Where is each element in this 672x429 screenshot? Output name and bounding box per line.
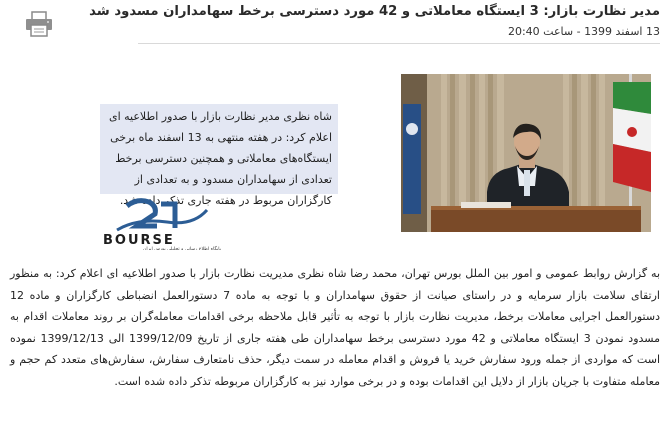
logo-tagline: پایگاه اطلاع رسانی و تحلیلی بورس ایران <box>143 247 221 250</box>
printer-icon <box>24 11 54 37</box>
article-title: مدیر نظارت بازار: 3 ایستگاه معاملاتی و 42 مورد دسترسی برخط سهامداران مسدود شد <box>89 4 660 19</box>
logo-wordmark: BOURSE <box>103 233 175 248</box>
bourse-logo <box>97 196 227 250</box>
article-summary: شاه نظری مدیر نظارت بازار با صدور اطلاعیه ای اعلام کرد: در هفته منتهی به 13 اسفند ماه برخی ایستگاه‌های معاملاتی و همچنین دسترسی برخط تعدادی از سهامداران مسدود و به تعدادی از کارگزاران مربوط در هفته جاری تذکر داده شد. <box>100 104 338 194</box>
article-date: 13 اسفند 1399 - ساعت 20:40 <box>507 25 660 38</box>
article-body: به گزارش روابط عمومی و امور بین الملل بورس تهران، محمد رضا شاه نظری مدیریت نظارت بازار با صدور اطلاعیه ای اعلام کرد: به منظور ارتقای سلامت بازار سرمایه و در راستای صیانت از حقوق سهامداران و با توجه به ماده 7 دستورالعمل انضباطی کارگزاران و ماده 12 دستورالعمل اجرایی معاملات برخط، مدیریت نظارت بازار با توجه به تأثیر قابل ملاحظه برخی اقدامات معامله‌گران بر روند معاملات اقدام به مسدود نمودن 3 ایستگاه معاملاتی و 42 مورد دسترسی برخط سهامداران طی هفته جاری از تاریخ 1399/12/09 الی 1399/12/13 نموده است که مواردی از جمله ورود سفارش خرید یا فروش و اقدام معامله در سمت دیگر، حذف نامتعارف سفارش، سفارش‌های متعدد کم حجم و معامله متفاوت با جریان بازار از دلایل این اقدامات بوده و در برخی موارد نیز به کارگزاران مربوطه تذکر داده شده است. <box>10 267 661 388</box>
header-divider <box>138 43 660 44</box>
print-button[interactable] <box>24 11 54 37</box>
article-photo <box>401 74 651 232</box>
